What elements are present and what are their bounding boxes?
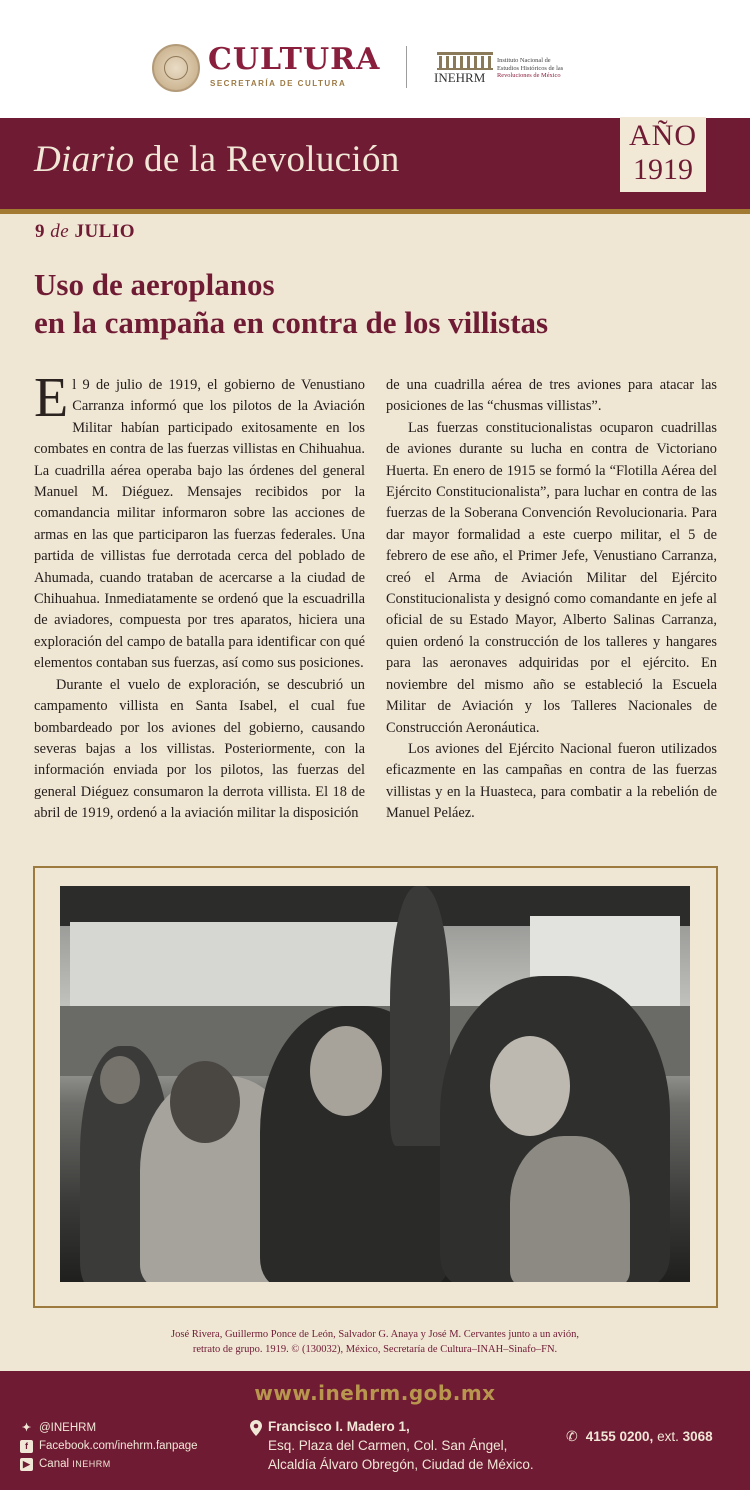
article-paragraph: El 9 de julio de 1919, el gobierno de Venustiano Carranza informó que los pilotos de la Aviación Militar habían participado exitosamente en los combates en contra de las fuerzas villistas en Chihuahua. La cuadrilla aérea operaba bajo las órdenes del general Manuel M. Diéguez. Mensajes recibidos por la comandancia militar informaron sobre las acciones de armas en las que participaron las fuerzas federales. Una partida de villistas fue derrotada cerca del poblado de Ahumada, cuando trataban de acercarse a la ciudad de Chihuahua. Inmediatamente se ordenó que la escuadrilla de aviadores, compuesta por tres aparatos, hiciera una exploración del campo de batalla para identificar con qué elementos contaban sus fuerzas, así como sus posiciones. bbox=[34, 367, 365, 672]
facebook-link[interactable]: f Facebook.com/inehrm.fanpage bbox=[20, 1437, 198, 1455]
article-paragraph: Los aviones del Ejército Nacional fueron utilizados eficazmente en las campañas en contra de las fuerzas villistas y en la Huasteca, para combatir a la rebelión de Manuel Peláez. bbox=[386, 740, 717, 822]
year-value: 1919 bbox=[633, 153, 693, 186]
twitter-icon: ✦ bbox=[21, 1421, 32, 1434]
inehrm-building-icon bbox=[436, 50, 494, 70]
logo-divider bbox=[406, 46, 407, 88]
inehrm-full-name: Instituto Nacional de Estudios Históricos de las Revoluciones de México bbox=[497, 57, 564, 80]
gold-divider bbox=[0, 209, 750, 214]
photo-caption: José Rivera, Guillermo Ponce de León, Salvador G. Anaya y José M. Cervantes junto a un avión, retrato de grupo. 1919. © (130032), México, Secretaría de Cultura–INAH–Sinafo–FN. bbox=[171, 1329, 579, 1355]
address-line-3: Alcaldía Álvaro Obregón, Ciudad de México. bbox=[268, 1457, 534, 1472]
article-column-left bbox=[34, 367, 365, 825]
drop-cap: E bbox=[34, 367, 69, 429]
article-paragraph: Las fuerzas constitucionalistas ocuparon cuadrillas de aviones durante su lucha en contra de Victoriano Huerta. En enero de 1915 se formó la “Flotilla Aérea del Ejército Constitucionalista”, para luchar en contra de las fuerzas de la Soberana Convención Revolucionaria. Para dar mayor formalidad a este cuerpo militar, el 5 de febrero de ese año, el Primer Jefe, Venustiano Carranza, creó el Arma de Aviación Militar del Ejército Constitucionalista y designó como comandante en jefe al oficial de su Estado Mayor, Alberto Salinas Carranza, quien ordenó la construcción de los talleres y hangares para las aeronaves adquiridas por el ejército. En noviembre del mismo año se estableció la Escuela Militar de Aviación y los Talleres Nacionales de Construcción Aeronáutica. bbox=[386, 419, 717, 736]
location-pin-icon bbox=[250, 1420, 262, 1436]
phone-number[interactable]: ✆ 4155 0200, ext. 3068 bbox=[566, 1428, 713, 1444]
youtube-link[interactable]: ▶ Canal INEHRM bbox=[20, 1455, 198, 1473]
seal-icon bbox=[152, 44, 200, 92]
year-label: AÑO bbox=[629, 119, 697, 152]
twitter-link[interactable]: ✦ @INEHRM bbox=[21, 1421, 97, 1434]
address-line-2: Esq. Plaza del Carmen, Col. San Ángel, bbox=[268, 1438, 508, 1453]
address-block bbox=[250, 1417, 534, 1474]
year-badge bbox=[620, 117, 706, 192]
historical-photo bbox=[60, 886, 690, 1282]
website-link[interactable]: www.inehrm.gob.mx bbox=[254, 1381, 496, 1405]
inehrm-logo-text: INEHRM bbox=[434, 70, 486, 85]
address-street: Francisco I. Madero 1, bbox=[268, 1419, 410, 1434]
article-headline: Uso de aeroplanos en la campaña en contra de los villistas bbox=[34, 267, 549, 340]
phone-icon: ✆ bbox=[566, 1428, 578, 1444]
page-title: Diario de la Revolución bbox=[34, 139, 400, 180]
social-links bbox=[20, 1419, 198, 1473]
youtube-icon: ▶ bbox=[20, 1458, 33, 1471]
facebook-icon: f bbox=[20, 1440, 33, 1453]
article-paragraph: Durante el vuelo de exploración, se descubrió un campamento villista en Santa Isabel, el cual fue bombardeado por los aviones del gobierno, causando severas bajas a los villistas. Posteriormente, con la información enviada por los pilotos, las fuerzas del general Diéguez consumaron la derrota villista. El 18 de abril de 1919, ordenó a la aviación militar la disposición bbox=[34, 676, 365, 822]
article-paragraph: de una cuadrilla aérea de tres aviones para atacar las posiciones de las “chusmas villistas”. bbox=[386, 377, 717, 415]
article-date: 9 de JULIO bbox=[35, 221, 136, 242]
cultura-subtitle: SECRETARÍA DE CULTURA bbox=[210, 79, 347, 88]
cultura-logo-text: CULTURA bbox=[208, 42, 381, 77]
article-column-right bbox=[386, 375, 717, 825]
